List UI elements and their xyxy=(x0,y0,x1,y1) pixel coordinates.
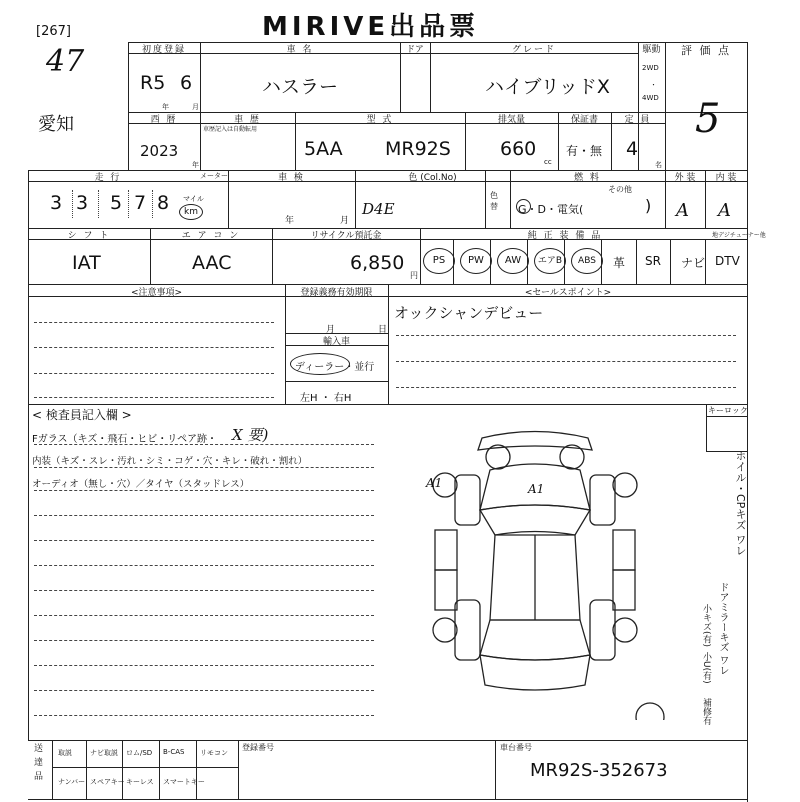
sales-point: オックシャンデビュー xyxy=(394,304,544,322)
import-label: 輸入車 xyxy=(322,337,350,347)
model-code: MR92S xyxy=(385,138,451,160)
model-prefix: 5AA xyxy=(304,138,343,160)
shift-value: IAT xyxy=(72,252,101,274)
shipping-item: スマートキー xyxy=(163,778,205,786)
equipment-label: 純 正 装 備 品 xyxy=(527,231,603,241)
equipment-item: エアB xyxy=(534,248,566,274)
import-options: ディーラー・並行 xyxy=(295,362,375,373)
mileage-label: 走 行 xyxy=(94,173,122,183)
expiry-day-unit: 日 xyxy=(378,325,388,335)
drive-2wd: 2WD xyxy=(642,64,659,72)
tuner-label: 地デジチューナー他 xyxy=(712,232,766,239)
inspection-month-unit: 月 xyxy=(340,216,350,226)
capacity-label: 定 員 xyxy=(624,115,652,125)
capacity-value: 4 xyxy=(626,138,639,160)
shipping-item: ロム/SD xyxy=(126,749,153,757)
mileage-digit: 8 xyxy=(157,192,170,214)
shipping-item: B-CAS xyxy=(163,748,185,756)
yen-unit: 円 xyxy=(410,271,418,280)
shipping-label: 送達品 xyxy=(34,744,44,782)
legend-line-3: 小キズ(有) xyxy=(701,604,711,648)
shipping-item: ナビ取説 xyxy=(90,749,118,757)
shipping-item: 取説 xyxy=(58,749,72,757)
car-name: ハスラー xyxy=(262,76,339,98)
car-name-label: 車 名 xyxy=(286,45,314,55)
meter-label: メーター xyxy=(200,172,228,180)
score: 5 xyxy=(695,96,721,142)
mark-a1-left: A1 xyxy=(426,476,443,490)
legend-line-1: ホイル・CPキズ ワレ xyxy=(734,450,747,556)
inspector-line-3: オーディオ（無し・穴）／タイヤ（スタッドレス） xyxy=(32,479,250,490)
cc-value: 660 xyxy=(500,138,537,160)
first-reg-era: R5 xyxy=(140,72,166,94)
equipment-item: SR xyxy=(645,254,661,268)
drive-4wd: 4WD xyxy=(642,94,659,102)
shipping-item: ナンバー xyxy=(58,778,86,786)
first-reg-month: 6 xyxy=(180,72,193,94)
mileage-digit: 3 xyxy=(76,192,89,214)
exterior-grade: A xyxy=(676,200,689,221)
inspector-label: < 検査員記入欄 > xyxy=(32,408,132,422)
capacity-unit: 名 xyxy=(655,161,662,169)
ac-value: AAC xyxy=(192,252,232,274)
recycle-value: 6,850 xyxy=(350,252,405,274)
form-title: MIRIVE出品票 xyxy=(262,12,480,42)
unit-km: km xyxy=(179,204,203,220)
color-code: D4E xyxy=(362,200,395,218)
year-unit: 年 xyxy=(162,103,169,111)
fuel-options: G・D・電気( xyxy=(518,203,584,216)
color-side: 色替 xyxy=(490,191,498,211)
shipping-item: スペアキー xyxy=(90,778,125,786)
score-label: 評 価 点 xyxy=(681,44,731,57)
region: 愛知 xyxy=(38,114,74,135)
expiry-month-unit: 月 xyxy=(326,325,336,335)
car-damage-diagram xyxy=(400,420,670,720)
shipping-item: リモコン xyxy=(200,749,228,757)
interior-grade: A xyxy=(718,200,731,221)
drive-label: 駆動 xyxy=(642,45,661,55)
inspection-year-unit: 年 xyxy=(285,216,295,226)
shipping-item: キーレス xyxy=(126,778,154,786)
fuel-close: ) xyxy=(645,196,652,215)
lot-number: 47 xyxy=(46,44,85,79)
fuel-selected-mark xyxy=(516,199,531,214)
inspection-label: 車 検 xyxy=(278,173,305,183)
grade: ハイブリッドX xyxy=(485,76,610,98)
color-label: 色 (Col.No) xyxy=(408,173,457,183)
lot-bracket: [267] xyxy=(36,24,71,39)
legend-line-2: ドアミラーキズ ワレ xyxy=(717,582,728,676)
first-reg-label: 初度登録 xyxy=(141,45,186,55)
registration-number-label: 登録番号 xyxy=(242,743,274,752)
ac-label: エ ア コ ン xyxy=(181,231,241,241)
equipment-item: PW xyxy=(460,248,492,274)
sales-point-label: <セールスポイント> xyxy=(524,288,612,298)
expiry-label: 登録義務有効期限 xyxy=(300,288,373,298)
equipment-item: ナビ xyxy=(681,256,706,270)
exterior-label: 外 装 xyxy=(674,173,696,183)
warranty-label: 保証書 xyxy=(570,115,598,125)
recycle-label: リサイクル預託金 xyxy=(310,231,382,241)
vehicle-history-label: 車 歴 xyxy=(234,115,261,125)
legend-line-5: 補修有 xyxy=(701,698,711,725)
vehicle-history-note: 車歴記入は自動転用 xyxy=(203,126,258,133)
keylock-label: キーロック xyxy=(708,406,748,415)
steering-options: 左H ・ 右H xyxy=(300,393,352,404)
year-unit-2: 年 xyxy=(192,161,199,169)
inspector-line-1-mark: X 要) xyxy=(232,426,269,444)
equipment-item: ABS xyxy=(571,248,603,274)
mark-a1-top: A1 xyxy=(528,482,545,496)
chassis-label: 車台番号 xyxy=(500,743,532,752)
door-label: ドア xyxy=(406,45,424,55)
fuel-label: 燃 料 xyxy=(574,173,601,183)
equipment-item: PS xyxy=(423,248,455,274)
inspector-line-1: Fガラス（キズ・飛石・ヒビ・リペア跡・ xyxy=(32,434,218,445)
unit-mile: マイル xyxy=(183,195,204,203)
equipment-item: DTV xyxy=(715,254,740,268)
equipment-item: AW xyxy=(497,248,529,274)
grade-label: グレード xyxy=(511,45,556,55)
mileage-digit: 3 xyxy=(50,192,63,214)
inspector-line-2: 内装（キズ・スレ・汚れ・シミ・コゲ・穴・キレ・破れ・割れ） xyxy=(32,456,308,467)
mileage-digit: 5 xyxy=(110,192,123,214)
month-unit: 月 xyxy=(192,103,199,111)
interior-label: 内 装 xyxy=(715,173,737,183)
cc-unit: cc xyxy=(544,158,552,166)
fuel-other: その他 xyxy=(608,185,632,194)
cc-label: 排気量 xyxy=(497,115,525,125)
shift-label: シ フ ト xyxy=(67,231,111,241)
equipment-item: 革 xyxy=(613,256,626,270)
legend-line-4: 小U(有) xyxy=(701,652,711,684)
model-label: 型 式 xyxy=(366,115,394,125)
chassis-number: MR92S-352673 xyxy=(530,760,668,781)
year-label: 西 暦 xyxy=(150,115,178,125)
warranty-value: 有・無 xyxy=(566,144,603,158)
notes-label: <注意事項> xyxy=(130,288,183,298)
mileage-digit: 7 xyxy=(134,192,147,214)
year-value: 2023 xyxy=(140,142,179,160)
import-selected-mark xyxy=(290,353,350,375)
